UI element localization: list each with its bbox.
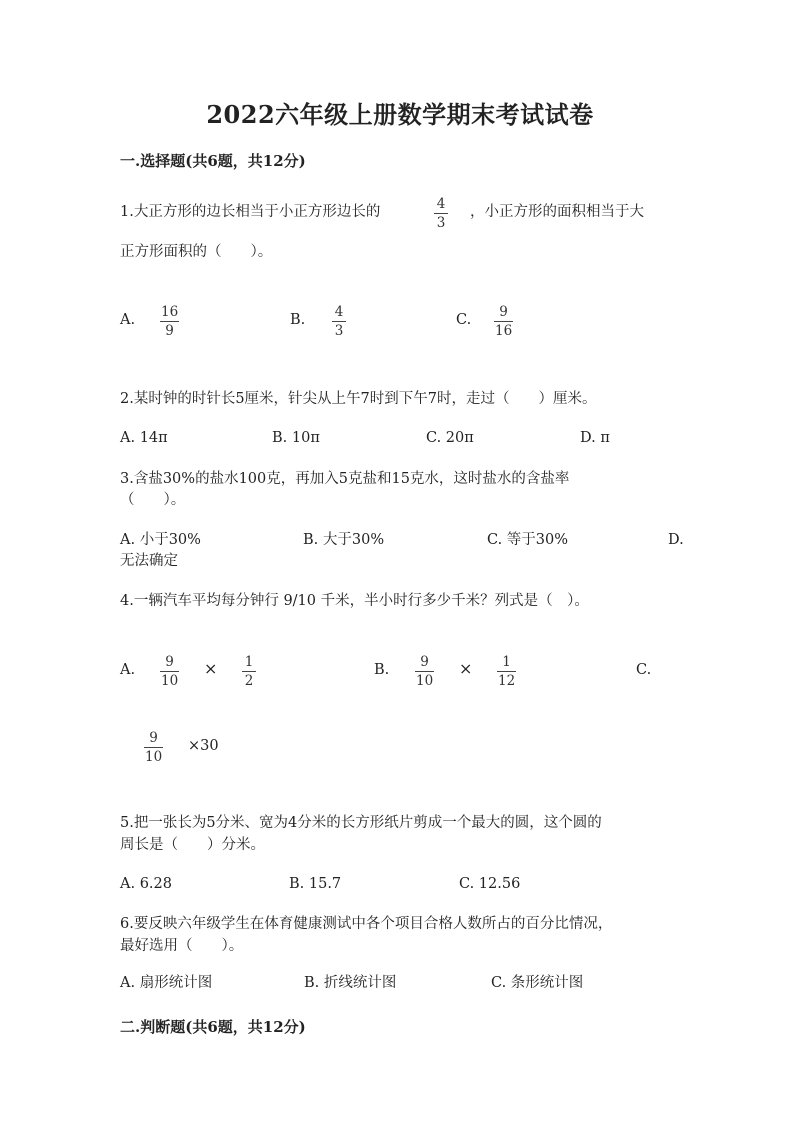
q4-option-b-fraction-1 (415, 654, 434, 689)
fraction-bar (494, 321, 513, 322)
q3-text-line2: （ ）。 (120, 492, 186, 508)
fraction-bar (497, 671, 516, 672)
q1-fraction (434, 196, 448, 231)
fraction-bar (144, 747, 163, 748)
q4-option-c-tail: ×30 (188, 738, 219, 754)
times-symbol: × (204, 659, 218, 678)
fraction-bar (160, 671, 179, 672)
q5-option-c: C. 12.56 (459, 876, 521, 892)
q2-option-c: C. 20π (426, 430, 474, 446)
q6-option-a: A. 扇形统计图 (120, 975, 213, 991)
section-1-heading: 一.选择题(共6题，共12分) (120, 152, 306, 170)
times-symbol: × (459, 659, 473, 678)
numerator: 4 (334, 304, 344, 320)
q5-text-line1: 5.把一张长为5分米、宽为4分米的长方形纸片剪成一个最大的圆，这个圆的 (120, 815, 602, 831)
q1-text-part2: ，小正方形的面积相当于大 (470, 204, 644, 220)
numerator: 1 (244, 654, 254, 670)
q6-option-b: B. 折线统计图 (304, 975, 397, 991)
q4-option-b-fraction-2 (497, 654, 516, 689)
q2-option-b: B. 10π (272, 430, 320, 446)
q3-text-line1: 3.含盐30%的盐水100克，再加入5克盐和15克水，这时盐水的含盐率 (120, 471, 570, 487)
q3-option-b: B. 大于30% (303, 532, 385, 548)
q2-option-a: A. 14π (120, 430, 168, 446)
q1-fraction-numerator: 4 (436, 196, 446, 212)
q1-option-b-fraction (332, 304, 346, 339)
q1-text-part3: 正方形面积的（ ）。 (120, 244, 273, 260)
numerator: 9 (420, 654, 429, 670)
q1-text-part1: 1.大正方形的边长相当于小正方形边长的 (120, 204, 381, 220)
q2-option-d: D. π (580, 430, 610, 446)
fraction-bar (332, 321, 346, 322)
q4-option-c-fraction (144, 730, 163, 765)
denominator: 10 (161, 673, 179, 689)
denominator: 3 (334, 323, 344, 339)
numerator: 1 (502, 654, 511, 670)
exam-title: 2022六年级上册数学期末考试试卷 (206, 100, 594, 129)
q3-option-c: C. 等于30% (487, 532, 569, 548)
section-2-heading: 二.判断题(共6题，共12分) (120, 1018, 306, 1036)
fraction-bar (434, 213, 448, 214)
fraction-bar (160, 321, 179, 322)
q6-text-line2: 最好选用（ ）。 (120, 938, 244, 954)
numerator: 9 (499, 304, 508, 320)
q4-option-a-fraction-2 (242, 654, 256, 689)
numerator: 9 (149, 730, 158, 746)
fraction-bar (415, 671, 434, 672)
denominator: 10 (145, 749, 163, 765)
q6-option-c: C. 条形统计图 (491, 975, 584, 991)
q3-option-d-text: 无法确定 (120, 553, 178, 569)
q5-option-b: B. 15.7 (289, 876, 342, 892)
q5-option-a: A. 6.28 (120, 876, 172, 892)
q2-text: 2.某时钟的时针长5厘米，针尖从上午7时到下午7时，走过（ ）厘米。 (120, 391, 597, 407)
fraction-bar (242, 671, 256, 672)
q4-text: 4.一辆汽车平均每分钟行 9/10 千米，半小时行多少千米？列式是（ ）。 (120, 593, 589, 609)
q1-fraction-denominator: 3 (436, 215, 446, 231)
q1-option-a-fraction (160, 304, 179, 339)
q3-option-d: D. (668, 532, 684, 548)
denominator: 16 (495, 323, 513, 339)
q1-option-c-label: C. (456, 312, 472, 328)
numerator: 9 (165, 654, 174, 670)
q1-option-a-label: A. (120, 312, 136, 328)
q5-text-line2: 周长是（ ）分米。 (120, 837, 265, 853)
denominator: 10 (416, 673, 434, 689)
q1-option-c-fraction (494, 304, 513, 339)
denominator: 9 (165, 323, 174, 339)
denominator: 2 (244, 673, 254, 689)
q4-option-c-label: C. (636, 662, 652, 678)
q4-option-a-label: A. (120, 662, 136, 678)
denominator: 12 (498, 673, 516, 689)
q4-option-a-fraction-1 (160, 654, 179, 689)
q3-option-a: A. 小于30% (120, 532, 201, 548)
q6-text-line1: 6.要反映六年级学生在体育健康测试中各个项目合格人数所占的百分比情况， (120, 916, 613, 932)
numerator: 16 (161, 304, 179, 320)
q4-option-b-label: B. (374, 662, 390, 678)
q1-option-b-label: B. (290, 312, 306, 328)
